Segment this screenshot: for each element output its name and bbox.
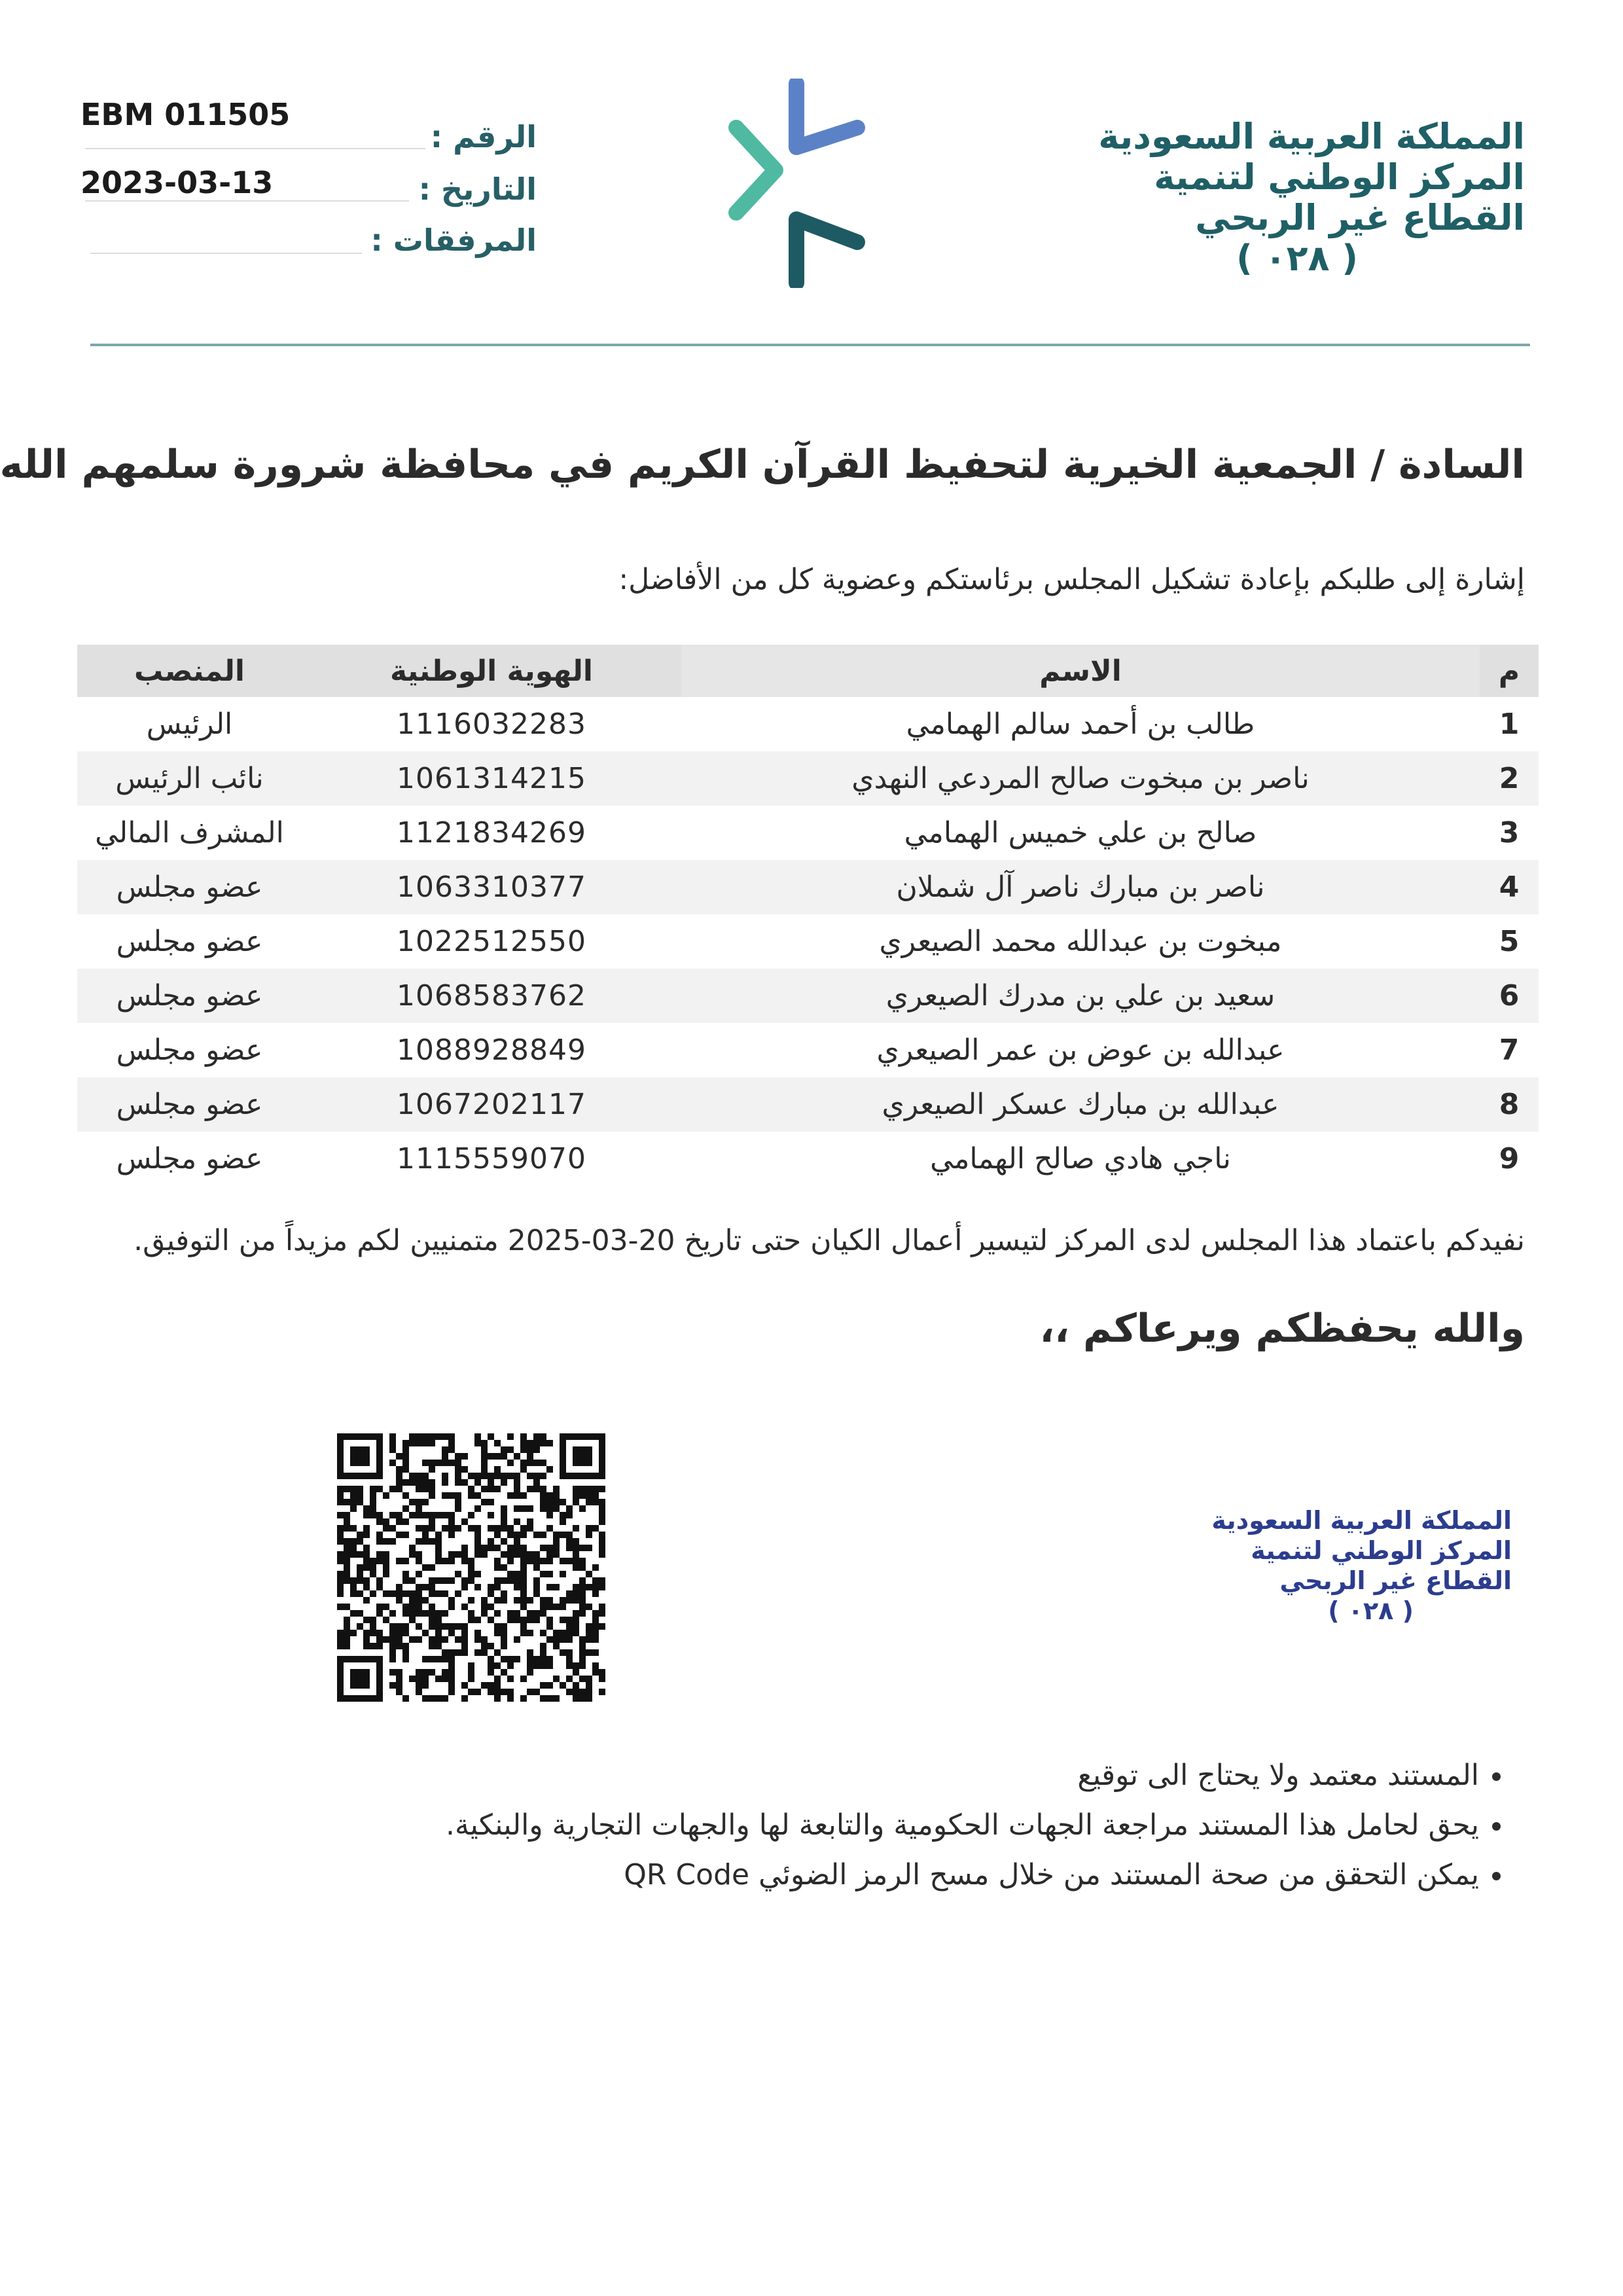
member-national-id: 1116032283 xyxy=(397,708,586,741)
ncnp-logo-icon xyxy=(723,79,874,288)
attachments-label: المرفقات : xyxy=(370,223,537,258)
member-position: عضو مجلس xyxy=(116,1033,263,1067)
member-name: سعيد بن علي بن مدرك الصيعري xyxy=(681,969,1480,1023)
member-national-id: 1067202117 xyxy=(302,1077,681,1132)
list-item: • يمكن التحقق من صحة المستند من خلال مسح الرمز الضوئي QR Code xyxy=(446,1850,1479,1900)
date-value: 2023-03-13 xyxy=(80,165,274,200)
stamp-line: المملكة العربية السعودية xyxy=(1211,1506,1512,1535)
header-position: المنصب xyxy=(77,645,302,697)
member-position: عضو مجلس xyxy=(77,1077,302,1132)
member-name: مبخوت بن عبدالله محمد الصيعري xyxy=(879,925,1282,958)
member-position: عضو مجلس xyxy=(116,1142,263,1175)
member-name: ناجي هادي صالح الهمامي xyxy=(930,1142,1231,1175)
row-number: 6 xyxy=(1480,969,1539,1023)
date-underline xyxy=(85,200,409,202)
table-row xyxy=(77,860,1539,914)
header-national-id: الهوية الوطنية xyxy=(302,645,681,697)
row-number: 8 xyxy=(1480,1077,1539,1132)
member-name: طالب بن أحمد سالم الهمامي xyxy=(906,708,1255,741)
table-row xyxy=(77,1077,1539,1132)
organization-name-header xyxy=(1067,117,1525,279)
organization-stamp xyxy=(1185,1505,1512,1626)
member-name: صالح بن علي خميس الهمامي xyxy=(904,816,1257,850)
org-code: ( ٠٢٨ ) xyxy=(1236,238,1358,279)
row-number: 2 xyxy=(1480,751,1539,806)
table-row xyxy=(77,751,1539,806)
member-position: الرئيس xyxy=(146,708,233,741)
table-row xyxy=(77,969,1539,1023)
org-name-line: المركز الوطني لتنمية xyxy=(1154,156,1525,198)
number-label: الرقم : xyxy=(430,119,537,154)
row-number: 7 xyxy=(1499,1033,1520,1067)
logo-left-chevron xyxy=(736,128,776,213)
member-position: عضو مجلس xyxy=(77,860,302,914)
table-row xyxy=(77,697,1539,751)
member-national-id: 1063310377 xyxy=(302,860,681,914)
addressee-line: السادة / الجمعية الخيرية لتحفيظ القرآن الكريم في محافظة شرورة سلمهم الله xyxy=(0,442,1525,488)
conclusion-paragraph: نفيدكم باعتماد هذا المجلس لدى المركز لتيسير أعمال الكيان حتى تاريخ 20-03-2025 متمنيين لكم مزيداً من التوفيق. xyxy=(134,1224,1525,1257)
verification-notes xyxy=(446,1751,1512,1900)
org-name-line: القطاع غير الربحي xyxy=(1195,197,1525,238)
member-position: المشرف المالي xyxy=(95,816,284,850)
member-national-id: 1068583762 xyxy=(302,969,681,1023)
table-header-row xyxy=(77,645,1539,697)
member-national-id: 1121834269 xyxy=(397,816,586,850)
board-members-table xyxy=(77,645,1539,1186)
number-value: EBM 011505 xyxy=(80,97,291,132)
member-name: عبدالله بن عوض بن عمر الصيعري xyxy=(876,1033,1285,1067)
member-national-id: 1115559070 xyxy=(397,1142,586,1175)
row-number: 9 xyxy=(1499,1142,1520,1175)
member-name: ناصر بن مبارك ناصر آل شملان xyxy=(681,860,1480,914)
member-national-id: 1061314215 xyxy=(302,751,681,806)
member-position: عضو مجلس xyxy=(77,969,302,1023)
stamp-code: ( ٠٢٨ ) xyxy=(1328,1596,1414,1625)
org-name-line: المملكة العربية السعودية xyxy=(1098,116,1525,157)
member-name: عبدالله بن مبارك عسكر الصيعري xyxy=(681,1077,1480,1132)
member-position: نائب الرئيس xyxy=(77,751,302,806)
member-name: ناصر بن مبخوت صالح المردعي النهدي xyxy=(681,751,1480,806)
date-label: التاريخ : xyxy=(418,171,537,207)
table-row xyxy=(77,1023,1539,1077)
row-number: 1 xyxy=(1499,708,1520,741)
stamp-line: القطاع غير الربحي xyxy=(1279,1566,1512,1595)
logo-bottom-stroke xyxy=(796,219,857,283)
attachments-underline xyxy=(90,253,362,254)
number-underline xyxy=(85,148,425,149)
row-number: 4 xyxy=(1480,860,1539,914)
row-number: 3 xyxy=(1499,816,1520,850)
list-item: • المستند معتمد ولا يحتاج الى توقيع xyxy=(446,1751,1479,1801)
stamp-line: المركز الوطني لتنمية xyxy=(1251,1536,1512,1565)
table-row xyxy=(77,1132,1539,1186)
table-row xyxy=(77,806,1539,860)
member-national-id: 1088928849 xyxy=(397,1033,586,1067)
table-row xyxy=(77,914,1539,969)
qr-code-icon[interactable] xyxy=(337,1433,605,1702)
header-name: الاسم xyxy=(681,645,1480,697)
row-number: 5 xyxy=(1499,925,1520,958)
member-national-id: 1022512550 xyxy=(397,925,586,958)
logo-top-stroke xyxy=(796,84,857,147)
header-divider xyxy=(90,344,1530,346)
header-number: م xyxy=(1480,645,1539,697)
list-item: • يحق لحامل هذا المستند مراجعة الجهات الحكومية والتابعة لها والجهات التجارية والبنكية. xyxy=(446,1801,1479,1850)
closing-greeting: والله يحفظكم ويرعاكم ،، xyxy=(1039,1306,1525,1352)
intro-paragraph: إشارة إلى طلبكم بإعادة تشكيل المجلس برئاستكم وعضوية كل من الأفاضل: xyxy=(618,563,1525,596)
member-position: عضو مجلس xyxy=(116,925,263,958)
